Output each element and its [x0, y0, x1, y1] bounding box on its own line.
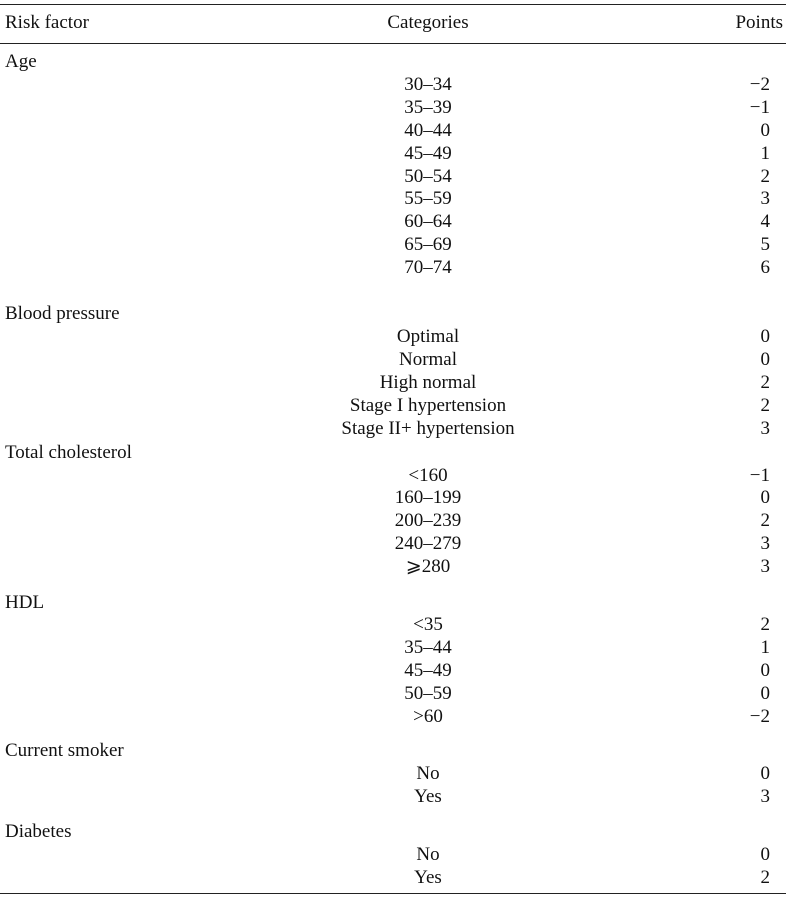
points-cell: 2: [760, 372, 770, 393]
category-cell: 40–44: [404, 120, 452, 141]
points-cell: 0: [760, 763, 770, 784]
points-cell: 3: [760, 786, 770, 807]
points-cell: 2: [760, 867, 770, 888]
category-cell: 240–279: [394, 533, 462, 554]
group-label-diabetes: Diabetes: [5, 821, 72, 842]
header-points: Points: [735, 12, 783, 33]
category-cell: High normal: [379, 372, 477, 393]
points-cell: −1: [749, 465, 770, 486]
points-cell: 0: [760, 660, 770, 681]
group-label-hdl: HDL: [5, 592, 45, 613]
category-cell: Stage I hypertension: [349, 395, 507, 416]
category-cell: 35–39: [404, 97, 452, 118]
points-cell: 3: [760, 533, 770, 554]
category-cell: No: [416, 763, 440, 784]
points-cell: 2: [760, 166, 770, 187]
category-cell: 70–74: [404, 257, 452, 278]
points-cell: 0: [760, 844, 770, 865]
points-cell: 4: [760, 211, 770, 232]
points-cell: −2: [749, 74, 770, 95]
category-cell: Normal: [398, 349, 458, 370]
category-cell: ⩾280: [405, 556, 451, 577]
points-cell: 2: [760, 395, 770, 416]
points-cell: 3: [760, 188, 770, 209]
points-cell: −1: [749, 97, 770, 118]
points-cell: 0: [760, 487, 770, 508]
points-cell: 0: [760, 120, 770, 141]
category-cell: Yes: [414, 867, 442, 888]
group-label-total-cholesterol: Total cholesterol: [5, 442, 132, 463]
points-cell: 1: [760, 143, 770, 164]
category-cell: 200–239: [394, 510, 462, 531]
points-cell: 0: [760, 349, 770, 370]
points-cell: 3: [760, 556, 770, 577]
group-label-current-smoker: Current smoker: [5, 740, 124, 761]
category-cell: 45–49: [404, 660, 452, 681]
points-cell: −2: [749, 706, 770, 727]
header-risk-factor: Risk factor: [5, 12, 89, 33]
category-cell: Optimal: [396, 326, 460, 347]
points-cell: 5: [760, 234, 770, 255]
category-cell: 50–59: [404, 683, 452, 704]
points-cell: 2: [760, 614, 770, 635]
category-cell: No: [416, 844, 440, 865]
points-cell: 0: [760, 326, 770, 347]
header-categories: Categories: [387, 12, 469, 33]
top-rule: [0, 4, 786, 5]
category-cell: 45–49: [404, 143, 452, 164]
category-cell: <35: [413, 614, 443, 635]
points-cell: 3: [760, 418, 770, 439]
category-cell: 65–69: [404, 234, 452, 255]
category-cell: 50–54: [404, 166, 452, 187]
points-cell: 6: [760, 257, 770, 278]
bottom-rule: [0, 893, 786, 894]
category-cell: Yes: [414, 786, 442, 807]
points-cell: 1: [760, 637, 770, 658]
category-cell: >60: [413, 706, 443, 727]
category-cell: 60–64: [404, 211, 452, 232]
group-label-age: Age: [5, 51, 37, 72]
category-cell: 35–44: [404, 637, 452, 658]
category-cell: <160: [408, 465, 448, 486]
category-cell: 30–34: [404, 74, 452, 95]
group-label-blood-pressure: Blood pressure: [5, 303, 120, 324]
category-cell: Stage II+ hypertension: [341, 418, 515, 439]
category-cell: 55–59: [404, 188, 452, 209]
points-cell: 0: [760, 683, 770, 704]
points-cell: 2: [760, 510, 770, 531]
category-cell: 160–199: [394, 487, 462, 508]
header-rule: [0, 43, 786, 44]
